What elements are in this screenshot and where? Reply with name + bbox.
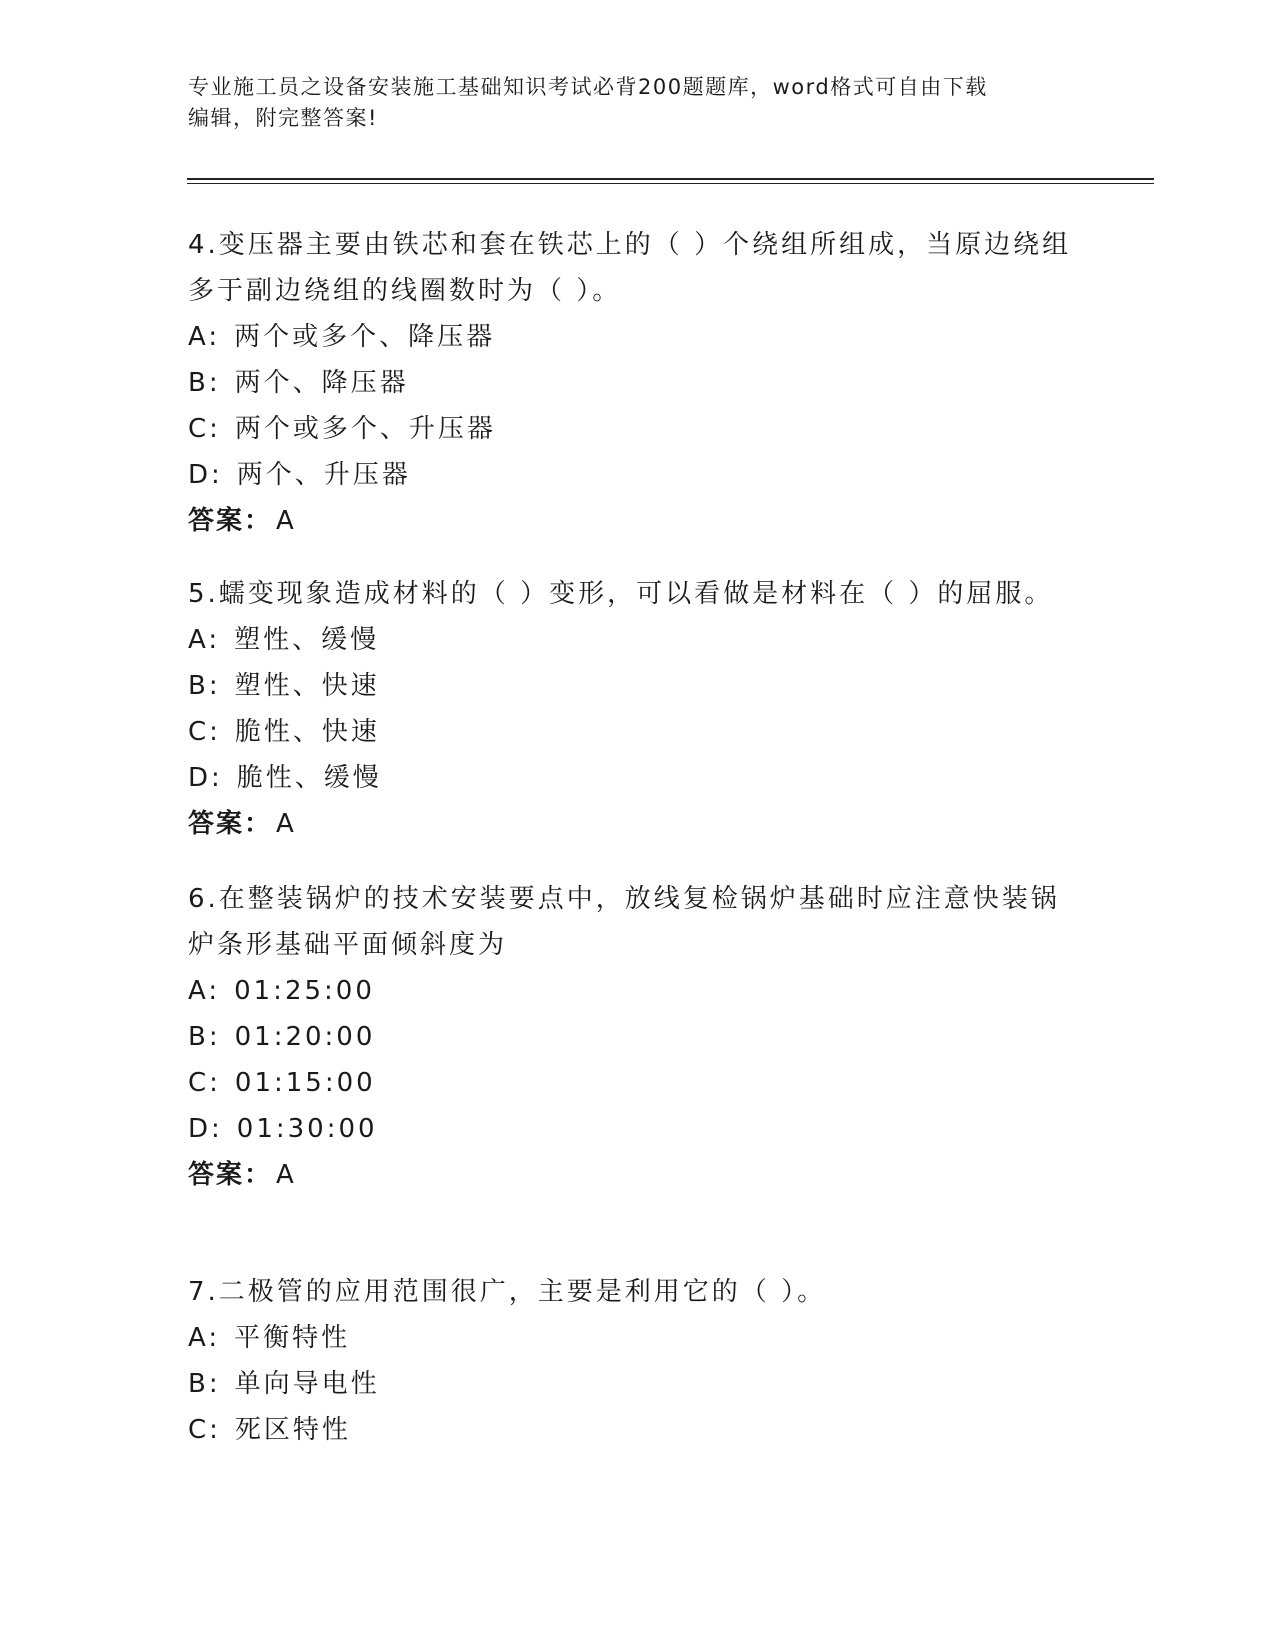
answer-value: A [276,1160,296,1190]
option-c [188,1060,1088,1106]
option-c [188,709,1088,755]
option-letter: B: [188,1022,221,1052]
option-d [188,755,1088,801]
question-6 [188,876,1088,1198]
answer-label: 答案： [188,506,273,536]
option-letter: D: [188,763,223,793]
option-text: 01:30:00 [236,1114,378,1144]
option-letter: C: [188,414,221,444]
option-a [188,1315,1088,1361]
question-5 [188,571,1088,847]
option-text: 塑性、快速 [234,671,380,701]
option-text: 平衡特性 [234,1323,351,1353]
option-letter: B: [188,368,221,398]
option-text: 两个或多个、降压器 [234,322,496,352]
answer-line [188,1152,1088,1198]
option-letter: C: [188,1068,221,1098]
option-b [188,360,1088,406]
option-text: 脆性、快速 [234,717,380,747]
header-divider-thin [187,183,1154,184]
option-text: 脆性、缓慢 [236,763,382,793]
answer-value: A [276,506,296,536]
option-letter: B: [188,671,221,701]
option-c [188,1407,1088,1453]
header-title-line-2: 编辑，附完整答案! [188,106,378,130]
option-letter: D: [188,460,223,490]
option-letter: A: [188,976,221,1006]
option-text: 两个、升压器 [236,460,411,490]
option-text: 两个、降压器 [234,368,409,398]
option-text: 01:15:00 [234,1068,376,1098]
option-text: 01:20:00 [234,1022,376,1052]
option-letter: C: [188,1415,221,1445]
answer-label: 答案： [188,809,273,839]
option-b [188,1361,1088,1407]
question-stem-line-2: 炉条形基础平面倾斜度为 [188,930,508,960]
option-b [188,1014,1088,1060]
answer-line [188,498,1088,544]
option-b [188,663,1088,709]
answer-label: 答案： [188,1160,273,1190]
answer-value: A [276,809,296,839]
option-d [188,452,1088,498]
question-7 [188,1269,1088,1453]
option-letter: B: [188,1369,221,1399]
question-stem-line-1: 5.蠕变现象造成材料的（ ）变形，可以看做是材料在（ ）的屈服。 [188,579,1054,609]
option-a [188,617,1088,663]
option-letter: D: [188,1114,223,1144]
option-text: 01:25:00 [234,976,375,1006]
answer-line [188,801,1088,847]
option-letter: A: [188,322,221,352]
option-d [188,1106,1088,1152]
option-c [188,406,1088,452]
option-text: 两个或多个、升压器 [234,414,496,444]
option-text: 塑性、缓慢 [234,625,380,655]
option-a [188,314,1088,360]
option-text: 单向导电性 [234,1369,380,1399]
header-title-line-1: 专业施工员之设备安装施工基础知识考试必背200题题库，word格式可自由下载 [188,75,988,99]
option-letter: A: [188,625,221,655]
question-stem-line-2: 多于副边绕组的线圈数时为（ ）。 [188,276,622,306]
option-letter: A: [188,1323,221,1353]
option-a [188,968,1088,1014]
question-stem-line-1: 6.在整装锅炉的技术安装要点中，放线复检锅炉基础时应注意快装锅 [188,884,1060,914]
document-header [188,72,1068,134]
header-divider-thick [187,178,1154,180]
question-stem-line-1: 4.变压器主要由铁芯和套在铁芯上的（ ）个绕组所组成，当原边绕组 [188,230,1072,260]
option-letter: C: [188,717,221,747]
question-stem-line-1: 7.二极管的应用范围很广，主要是利用它的（ ）。 [188,1277,827,1307]
question-4 [188,222,1088,544]
option-text: 死区特性 [234,1415,351,1445]
